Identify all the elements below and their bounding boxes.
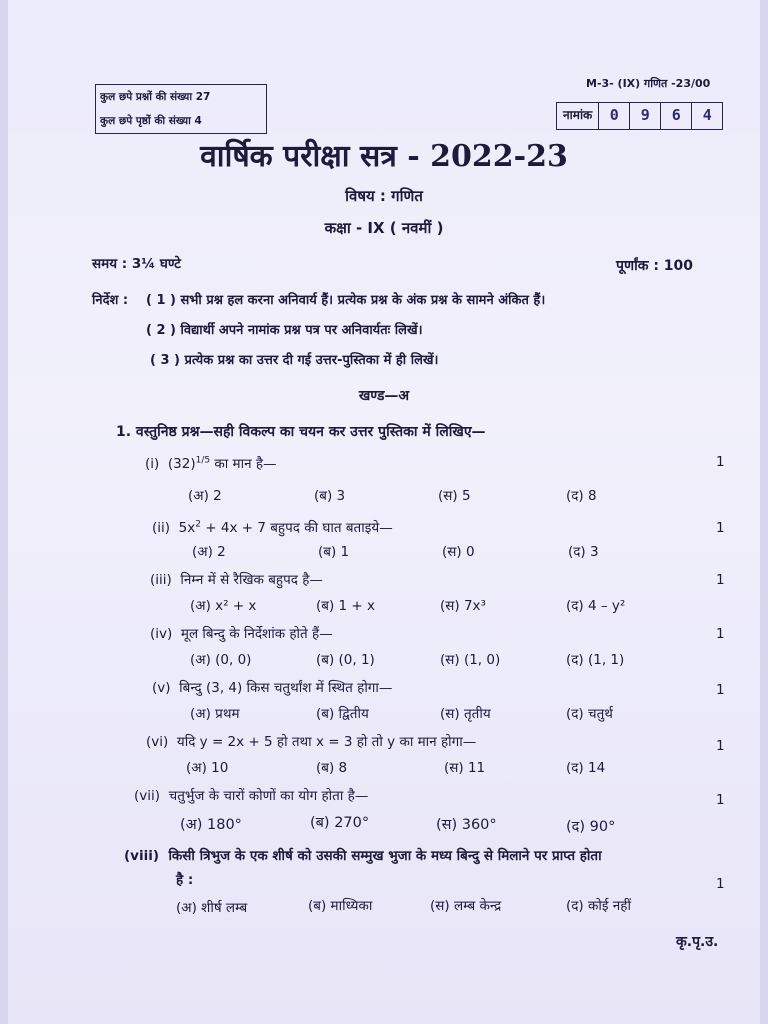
option: (ब) 1 + x — [316, 598, 376, 614]
option: (द) 3 — [568, 544, 599, 560]
option: (स) (1, 0) — [440, 652, 501, 668]
class-label: कक्षा - IX ( नवमीं ) — [324, 219, 444, 237]
option: (द) 4 – y² — [566, 598, 626, 614]
instructions-lead: निर्देश : — [92, 293, 129, 308]
option: (द) 8 — [566, 488, 597, 504]
option: (द) 14 — [566, 760, 606, 776]
exam-title: वार्षिक परीक्षा सत्र - 2022-23 — [200, 139, 568, 174]
option: (द) (1, 1) — [566, 652, 625, 668]
page-count: कुल छपे पृष्ठों की संख्या 4 — [100, 115, 202, 127]
question-count: कुल छपे प्रश्नों की संख्या 27 — [100, 91, 211, 103]
max-marks: पूर्णांक : 100 — [616, 258, 694, 274]
roll-digit: 6 — [661, 103, 692, 129]
question-1-heading: 1. वस्तुनिष्ठ प्रश्न—सही विकल्प का चयन कर उत्तर पुस्तिका में लिखिए— — [116, 424, 486, 440]
section-heading: खण्ड—अ — [358, 388, 410, 404]
instruction-item: ( 2 ) विद्यार्थी अपने नामांक प्रश्न पत्र पर अनिवार्यतः लिखें। — [146, 323, 423, 338]
question-mark: 1 — [716, 738, 725, 754]
roll-digit: 0 — [599, 103, 630, 129]
option: (ब) (0, 1) — [316, 652, 375, 668]
question-mark: 1 — [716, 626, 725, 642]
option: (ब) द्वितीय — [316, 706, 369, 722]
option: (ब) 3 — [314, 488, 346, 504]
printed-count-box — [95, 84, 267, 134]
question-item: (vi) यदि y = 2x + 5 हो तथा x = 3 हो तो y का मान होगा— — [146, 734, 477, 750]
question-item: (iv) मूल बिन्दु के निर्देशांक होते हैं— — [150, 626, 333, 642]
question-item: (ii) $5x^2 + 4x + 7$ बहुपद की घात बताइये— — [152, 519, 393, 536]
question-item: (i) $(32)^{1/5}$ का मान है— — [145, 455, 277, 472]
option: (द) चतुर्थ — [566, 706, 613, 722]
question-mark: 1 — [716, 682, 725, 698]
option: (अ) (0, 0) — [190, 652, 252, 668]
question-continuation: है : — [176, 872, 194, 888]
option: (स) 0 — [442, 544, 475, 560]
option: (अ) शीर्ष लम्ब — [176, 900, 248, 916]
option: (स) 5 — [438, 488, 471, 504]
option: (अ) x² + x — [190, 598, 257, 614]
option: (ब) 270° — [310, 815, 370, 831]
roll-digit: 9 — [630, 103, 661, 129]
subject: विषय : गणित — [345, 187, 423, 205]
paper-code: M-3- (IX) गणित -23/00 — [586, 77, 711, 90]
option: (ब) 1 — [318, 544, 350, 560]
option: (स) 11 — [444, 760, 486, 776]
option: (स) 360° — [436, 817, 497, 833]
continue-overleaf: कृ.पृ.उ. — [676, 934, 719, 950]
question-item: (viii) किसी त्रिभुज के एक शीर्ष को उसकी सम्मुख भुजा के मध्य बिन्दु से मिलाने पर प्राप्त होता — [124, 848, 602, 864]
question-item: (v) बिन्दु (3, 4) किस चतुर्थांश में स्थित होगा— — [152, 680, 393, 696]
option: (स) 7x³ — [440, 598, 486, 614]
option: (अ) 2 — [192, 544, 226, 560]
instruction-item: ( 1 ) सभी प्रश्न हल करना अनिवार्य हैं। प्रत्येक प्रश्न के अंक प्रश्न के सामने अंकित हैं। — [146, 293, 546, 308]
roll-digit: 4 — [702, 106, 712, 124]
option: (अ) 2 — [188, 488, 222, 504]
option: (अ) प्रथम — [190, 706, 240, 722]
option: (ब) माध्यिका — [308, 898, 373, 914]
option: (अ) 180° — [180, 817, 242, 833]
question-item: (vii) चतुर्भुज के चारों कोणों का योग होता है— — [134, 788, 369, 804]
question-mark: 1 — [716, 572, 725, 588]
roll-label: नामांक — [557, 103, 599, 129]
question-item: (iii) निम्न में से रैखिक बहुपद है— — [150, 572, 323, 588]
question-mark: 1 — [716, 876, 725, 892]
option: (स) लम्ब केन्द्र — [430, 898, 502, 914]
option: (अ) 10 — [186, 760, 229, 776]
question-mark: 1 — [716, 454, 725, 470]
roll-number-box — [556, 102, 723, 130]
question-mark: 1 — [716, 520, 725, 536]
option: (ब) 8 — [316, 760, 348, 776]
option: (द) 90° — [566, 819, 616, 835]
question-mark: 1 — [716, 792, 725, 808]
option: (स) तृतीय — [440, 706, 491, 722]
instruction-item: ( 3 ) प्रत्येक प्रश्न का उत्तर दी गई उत्तर-पुस्तिका में ही लिखें। — [150, 353, 439, 368]
time-label: समय : 3¼ घण्टे — [92, 256, 181, 272]
option: (द) कोई नहीं — [566, 898, 631, 914]
